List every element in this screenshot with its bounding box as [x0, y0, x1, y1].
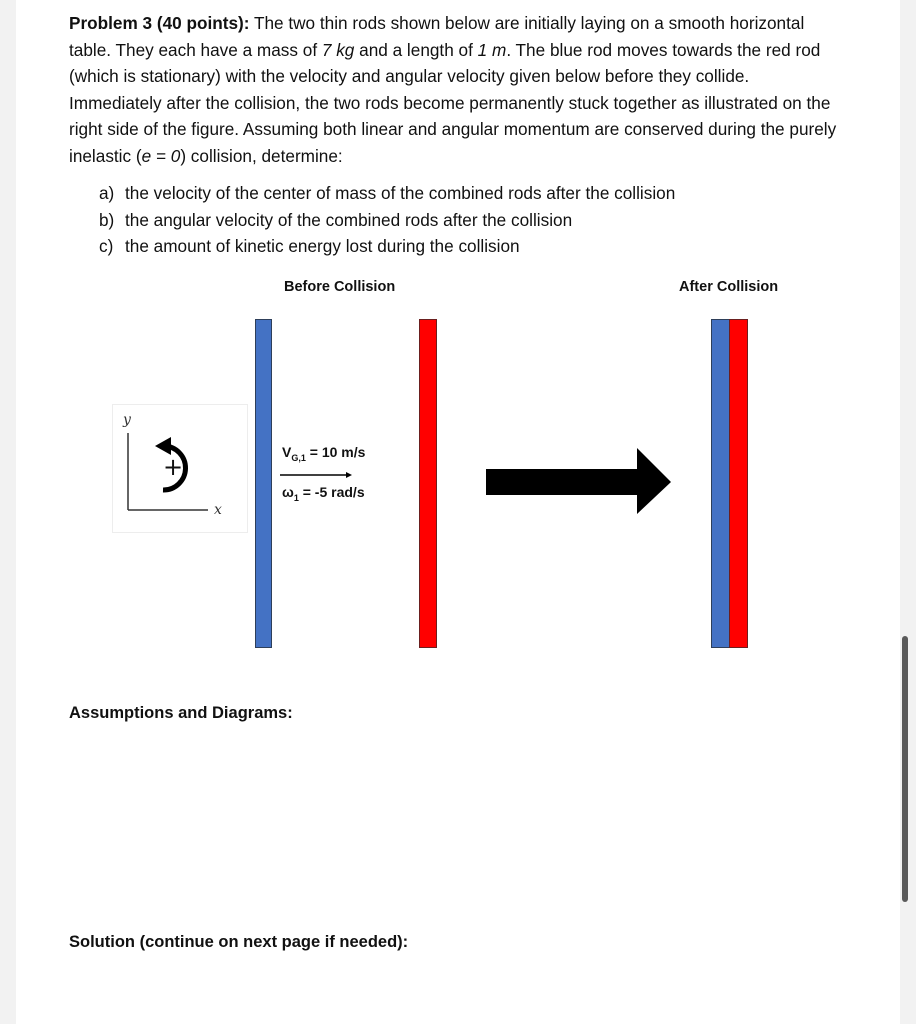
assumptions-heading: Assumptions and Diagrams: [69, 704, 293, 722]
red-rod-after [729, 319, 748, 648]
mass-value: 7 kg [321, 39, 355, 60]
omega-value: = -5 rad/s [298, 484, 365, 500]
problem-text-1: The two thin rods shown below are initially laying on a smooth horizontal table. They each have a mass of [69, 13, 805, 60]
part-label: a) [99, 183, 115, 203]
problem-text-3: . The blue rod moves towards the red rod (which is stationary) with the velocity and angular velocity given below before they collide. Immediately after the collision, the two rods become permanently stuck together as illustrated on the right side of the figure. Assuming both linear and angular momentum are conserved during the purely inelastic ( [69, 39, 837, 166]
problem-heading: Problem 3 (40 points): [69, 13, 250, 33]
omega-symbol: ω [282, 484, 294, 500]
solution-heading: Solution (continue on next page if needed): [69, 933, 409, 951]
velocity-symbol: V [282, 444, 292, 460]
part-text: the velocity of the center of mass of the combined rods after the collision [125, 183, 676, 203]
part-text: the amount of kinetic energy lost during the collision [125, 236, 520, 257]
transition-arrow-icon [486, 448, 672, 516]
problem-statement [69, 10, 839, 170]
list-item [99, 233, 675, 260]
part-label: c) [99, 236, 114, 257]
page-margin-left [0, 0, 16, 1024]
problem-text-4: ) collision, determine: [180, 145, 343, 166]
blue-rod-after [711, 319, 730, 648]
velocity-value: = 10 m/s [305, 444, 366, 460]
restitution-value: e = 0 [141, 145, 181, 166]
list-item [99, 180, 675, 207]
x-axis-label: x [214, 502, 222, 518]
velocity-label [282, 444, 365, 463]
omega-subscript: 1 [293, 492, 299, 503]
y-axis-label: y [123, 412, 131, 428]
velocity-subscript: G,1 [291, 452, 306, 463]
angular-velocity-label [282, 484, 365, 503]
problem-text-2: and a length of [354, 39, 478, 60]
before-collision-caption: Before Collision [284, 279, 396, 295]
positive-rotation-sign: + [163, 453, 184, 481]
part-label: b) [99, 209, 115, 230]
red-rod-before [419, 319, 437, 648]
length-value: 1 m [477, 39, 507, 60]
part-text: the angular velocity of the combined rods after the collision [125, 209, 573, 230]
velocity-arrow-icon [280, 469, 354, 481]
question-parts-list [99, 180, 675, 260]
scrollbar-thumb[interactable] [902, 636, 908, 902]
list-item [99, 207, 675, 234]
blue-rod-before [255, 319, 272, 648]
after-collision-caption: After Collision [679, 279, 779, 295]
